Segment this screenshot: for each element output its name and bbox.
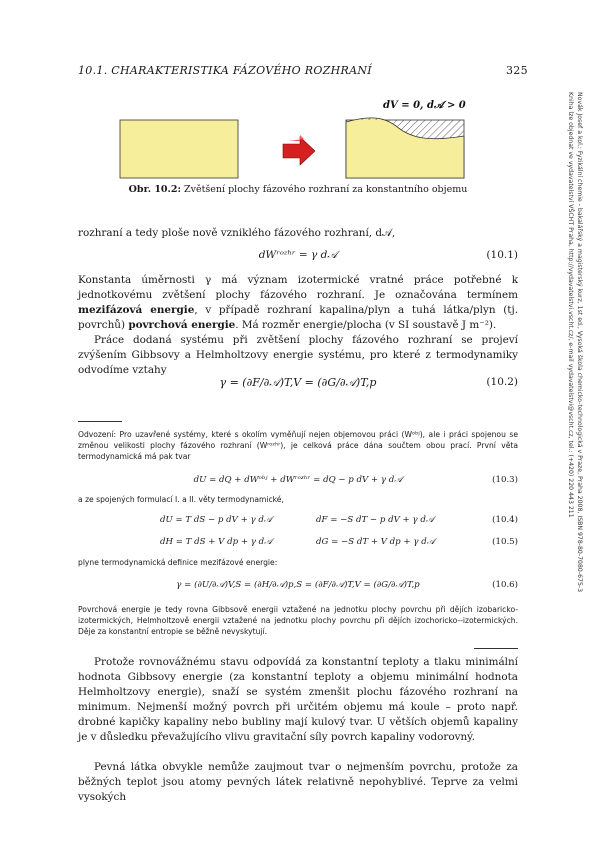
derivation-top-rule [78,421,122,422]
paragraph-2-text-e: . Má rozměr energie/plocha (v SI soustavě J m⁻²). [235,319,497,331]
equation-10-2-body: γ = (∂F/∂𝒜)T,V = (∂G/∂𝒜)T,p [219,376,377,389]
running-header: 10.1. CHARAKTERISTIKA FÁZOVÉHO ROZHRANÍ [78,64,372,77]
derivation-intro: Odvození: Pro uzavřené systémy, které s okolím vyměňují nejen objemovou práci (Wᵒᵇʲ), ale i práci spojenou se změnou velikosti plochy fázového rozhraní (Wʳᵒᶻʰʳ), je celková práce dána součtem obou prací. První věta termodynamická má pak tvar [78,430,518,461]
equation-10-4-number: (10.4) [492,515,518,525]
paragraph-2 [78,273,518,333]
figure-10-2 [78,92,518,192]
equation-10-5a: dH = T dS + V dp + γ d𝒜 [160,537,273,547]
derivation-bottom-rule [474,648,518,649]
page-number: 325 [506,64,528,77]
equation-10-3 [78,475,518,488]
equation-10-5-number: (10.5) [492,537,518,547]
notice-line-1: Novák Josef a kol.: Fyzikální chemie - bakalářský a magisterský kurz, 1st ed., Vysoká škola chemicko-technologická v Praze, Praha 2008, ISBN 978-80-7080-675-3 [576,92,583,593]
equation-10-3-number: (10.3) [492,475,518,485]
equation-10-6-body: γ = (∂U/∂𝒜)V,S = (∂H/∂𝒜)p,S = (∂F/∂𝒜)T,V = (∂G/∂𝒜)T,p [176,580,420,590]
derivation-mid: a ze spojených formulací I. a II. věty termodynamické, [78,495,284,504]
equation-10-1-number: (10.1) [486,249,518,261]
equation-10-2 [78,376,518,394]
paragraph-2-text-a: Konstanta úměrnosti γ má význam izotermické vratné práce potřebné k jednotkovému zvětšení plochy fázového rozhraní. Je označována termínem [78,274,518,301]
initial-phase-block [120,120,238,178]
interface-diagram [78,92,518,182]
term-povrchova-energie: povrchová energie [128,319,236,331]
equation-10-4 [78,515,518,528]
paragraph-4: Protože rovnovážnému stavu odpovídá za konstantní teploty a tlaku minimální hodnota Gibbsovy energie (za konstantní teploty a objemu minimální hodnota Helmholtzovy energie), snaží se systém zmenšit plochu fázového rozhraní na minimum. Nejmenší možný povrch při určitém objemu má koule – proto např. drobné kapičky kapaliny nebo bubliny mají kulový tvar. U větších objemů kapaliny je v důsledku převažujícího vlivu gravitační síly povrch kapaliny vodorovný. [78,656,518,743]
equation-10-6-number: (10.6) [492,580,518,590]
equation-10-1 [78,249,518,264]
figure-label: dV = 0, d𝒜 > 0 [383,100,466,111]
caption-text: Zvětšení plochy fázového rozhraní za konstantního objemu [180,184,468,195]
paragraph-5: Pevná látka obvykle nemůže zaujmout tvar o nejmenším povrchu, protože za běžných teplot jsou atomy pevných látek relativně nepohyblivé. Teprve za velmi vysokých [78,761,518,803]
equation-10-3-body: dU = dQ + dWᵒᵇʲ + dWʳᵒᶻʰʳ = dQ − p dV + γ d𝒜 [193,475,403,485]
equation-10-5b: dG = −S dT + V dp + γ d𝒜 [316,537,435,547]
equation-10-4b: dF = −S dT − p dV + γ d𝒜 [316,515,434,525]
notice-line-2: Kniha lze objednat ve vydavatelství VŠCHT Praha, http://vydavatelstvi.vscht.cz/, e-mail vydavatelstvi@vscht.cz, tel.: (+420) 220 443 211 [567,92,574,518]
paragraph-2-text-c: , v případě rozhraní kapalina/plyn a tuhá látka/plyn (tj. povrchů) [78,304,518,331]
publication-notice [566,92,584,593]
arrow-icon [283,135,315,165]
equation-10-6 [78,580,518,596]
equation-10-5 [78,537,518,550]
paragraph-1: rozhraní a tedy ploše nově vzniklého fázového rozhraní, d𝒜, [78,227,396,239]
caption-label: Obr. 10.2: [128,184,181,195]
equation-10-4a: dU = T dS − p dV + γ d𝒜 [160,515,273,525]
derivation-outro: Povrchová energie je tedy rovna Gibbsově energii vztažené na jednotku plochy povrchu při dějích izobaricko-izotermických, Helmholtzově energii vztažené na jednotku plochy povrchu při dějích izochoricko--izotermických. Děje za konstantní entropie se běžně nevyskytují. [78,605,518,636]
figure-caption [78,184,518,195]
paragraph-3: Práce dodaná systému při zvětšení plochy fázového rozhraní se projeví zvýšením Gibbsovy a Helmholtzovy energie systému, pro které z termodynamiky odvodíme vztahy [78,334,518,376]
equation-10-2-number: (10.2) [486,376,518,388]
derivation-mid-2: plyne termodynamická definice mezifázové energie: [78,558,278,567]
equation-10-1-body: dWʳᵒᶻʰʳ = γ d𝒜 [258,249,338,261]
term-mezifazova-energie: mezifázová energie [78,304,195,316]
